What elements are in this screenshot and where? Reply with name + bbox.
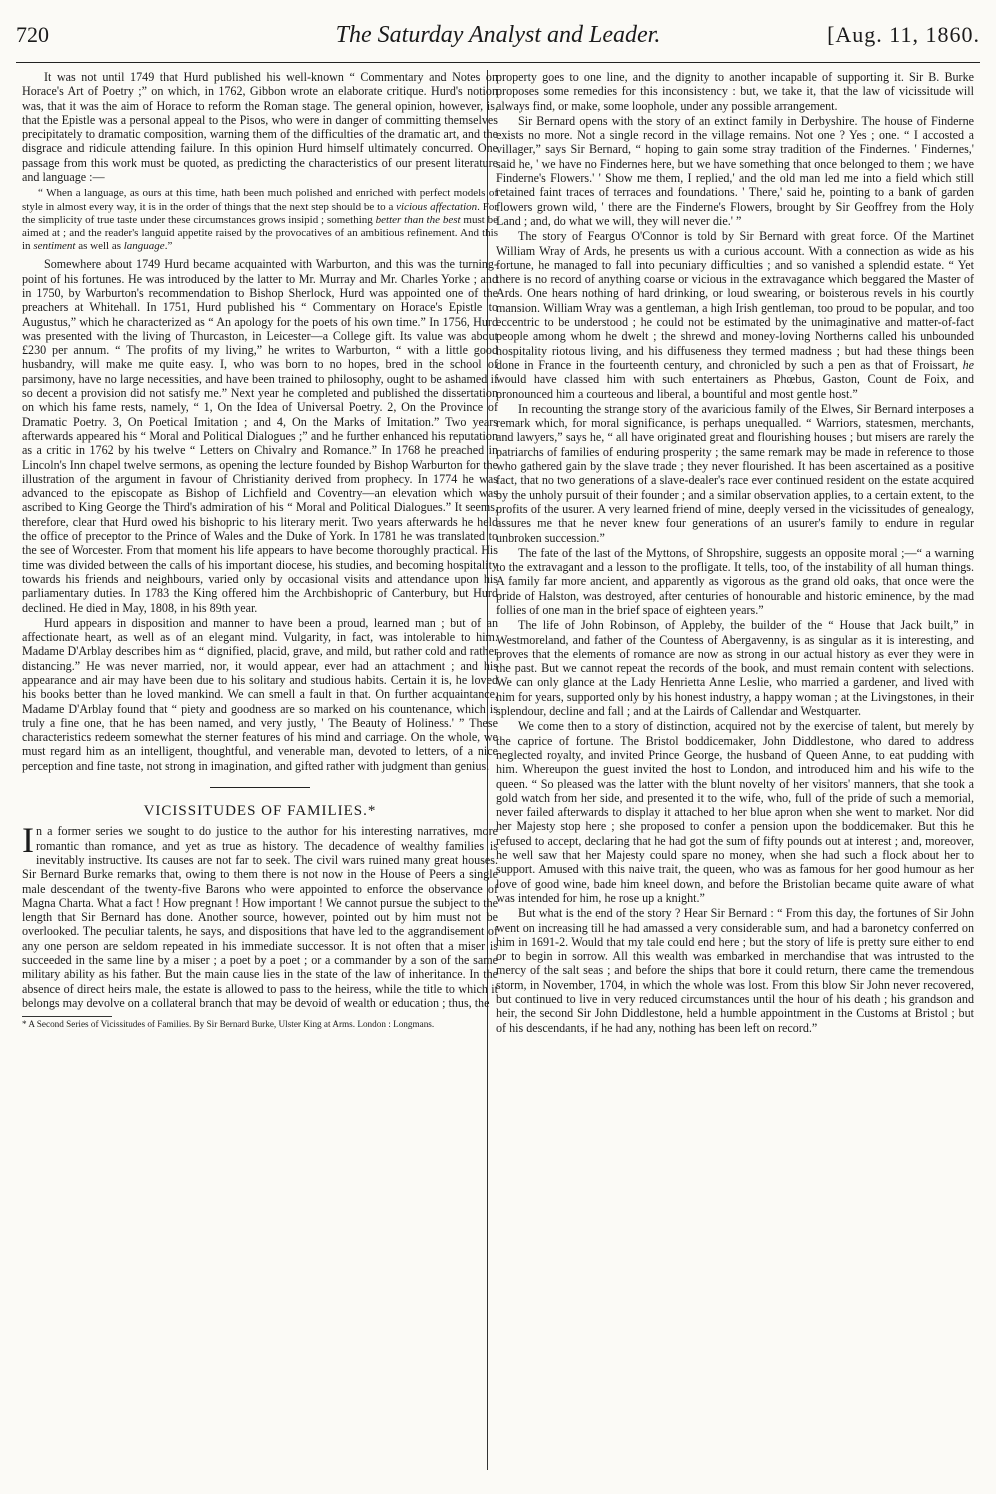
article-paragraph: The fate of the last of the Myttons, of Shropshire, suggests an opposite moral ;—“ a warning to the extravagant and a lesson to the profligate. It tells, too, of the instability of all human things. A family far more ancient, and apparently as vigorous as the grand old oaks, that once were the pride of Halston, was destroyed, after centuries of honourable and historic eminence, by the mad follies of one man in the brief space of eighteen years.” xyxy=(496,545,974,617)
article-paragraph: Hurd appears in disposition and manner to have been a proud, learned man ; but of an affectionate heart, as well as of an elegant mind. Vulgarity, in fact, was intolerable to him. Madame D'Arblay describes him as “ dignified, placid, grave, and mild, but rather cold and rather distancing.” He was never married, nor, it would appear, ever had an attachment ; and his appearance and air may have been due to his solitary and studious habits. Certain it is, he loved his books better than he loved mankind. We can smell a fault in that. On further acquaintance, Madame D'Arblay found that “ piety and goodness are so marked on his countenance, which is truly a fine one, that he has been named, and very justly, ' The Beauty of Holiness.' ” These characteristics redeem somewhat the sterner features of his mind and carriage. On the whole, we must regard him as an intelligent, thoughtful, and venerable man, devoted to letters, of a nice perception and fine taste, not strong in imagination, and gifted rather with judgment than genius. xyxy=(22,615,498,773)
article-paragraph: Sir Bernard opens with the story of an extinct family in Derbyshire. The house of Finderne exists no more. Not a single record in the village remains. Not one ? Yes ; one. “ I accosted a villager,” says Sir Bernard, “ hoping to gain some stray tradition of the Findernes. ' Findernes,' said he, ' we have no Findernes here, but we have something that once belonged to them ; we have Finderne's Flowers.' ' Show me them, I replied,' and the old man led me into a field which still retained faint traces of terraces and foundations. ' There,' said he, pointing to a bank of garden flowers grown wild, ' there are the Finderne's Flowers, brought by Sir Geoffrey from the Holy Land ; and, do what we will, they will never die.' ” xyxy=(496,113,974,228)
article-paragraph: It was not until 1749 that Hurd published his well-known “ Commentary and Notes on Horace's Art of Poetry ;” on which, in 1762, Gibbon wrote an elaborate critique. Hurd's notion was, that it was the aim of Horace to reform the Roman stage. The general opinion, however, is, that the Epistle was a personal appeal to the Pisos, who were in danger of committing themselves precipitately to dramatic composition, warning them of the difficulties of the dramatic art, and the disgrace and ridicule attending failure. In this opinion Hurd himself ultimately concurred. One passage from this work must be quoted, as predicting the characteristics of our present literature and language :— xyxy=(22,70,498,185)
block-quote: “ When a language, as ours at this time, hath been much polished and enriched with perfect models of style in almost every way, it is in the order of things that the next step should be to a vicious affectation. For the simplicity of true taste under these circumstances grows insipid ; something better than the best must be aimed at ; and the reader's languid appetite raised by the provocatives of an ambitious refinement. And this in sentiment as well as language.” xyxy=(22,187,499,253)
article-paragraph: We come then to a story of distinction, acquired not by the exercise of talent, but merely by the caprice of fortune. The Bristol boddicemaker, John Diddlestone, who dared to address neglected royalty, and invited Prince George, the husband of Queen Anne, to eat pudding with him. Whereupon the guest invited the host to London, and introduced him and his wife to the queen. “ So pleased was the latter with the blunt novelty of her visitors' manners, that she took a gold watch from her side, and presented it to the wife, who, full of the pride of such a memorial, never failed afterwards to display it attached to her blue apron when she went to market. Nor did her Majesty stop here ; she proposed to confer a pension upon the boddicemaker. But this he refused to accept, declaring that he had got the sum of fifty pounds out at interest ; and, moreover, he well saw that her Majesty could spare no money, when she had such a flock about her to support. Amused with this naive trait, the queen, who was as famous for her good humour as her love of good wine, bade him kneel down, and before the Bristolian became quite aware of what was intended for him, he rose up a knight.” xyxy=(496,719,974,905)
section-separator xyxy=(210,787,310,788)
article-paragraph: But what is the end of the story ? Hear Sir Bernard : “ From this day, the fortunes of Sir John went on increasing till he had amassed a very considerable sum, and had a baronetcy conferred on him in 1691-2. Would that my tale could end here ; but the story of life is pretty sure either to end or to begin in sorrow. All this wealth was embarked in merchandise that was intrusted to the mercy of the salt seas ; and before the ships that bore it could return, there came the tremendous storm, in November, 1704, in which the whole was lost. From this blow Sir John never recovered, but continued to live in very reduced circumstances until the hour of his death ; his grandson and heir, the second Sir John Diddlestone, held a humble appointment in the Customs at Bristol ; but of his descendants, if he had any, nothing has been left on record.” xyxy=(496,906,974,1035)
article-paragraph: Somewhere about 1749 Hurd became acquainted with Warburton, and this was the turning-point of his fortunes. He was introduced by the latter to Mr. Murray and Mr. Charles Yorke ; and in 1750, by Warburton's recommendation to Bishop Sherlock, Hurd was appointed one of the preachers at Whitehall. In 1751, Hurd published his “ Commentary on Horace's Epistle to Augustus,” which he characterized as “ An apology for the poets of his own time.” In 1756, Hurd was presented with the living of Thurcaston, in Leicester—a College gift. Its value was about £230 per annum. “ The profits of my living,” he writes to Warburton, “ with a little good husbandry, will make me quite easy. I, who was born to no hopes, bred in the school of parsimony, have no large necessities, and have been trained to philosophy, ought to be ashamed if so decent a provision did not satisfy me.” Next year he completed and published the dissertation on which his fame rests, namely, “ 1, On the Idea of Universal Poetry. 2, On the Province of Dramatic Poetry. 3, On Poetical Imitation ; and 4, On the Marks of Imitation.” Two years afterwards appeared his “ Moral and Political Dialogues ;” and he further enhanced his reputation as a critic in 1762 by his twelve “ Letters on Chivalry and Romance.” In 1768 he preached in Lincoln's Inn chapel twelve sermons, as opening the lecture founded by Bishop Warburton for the illustration of the argument in favour of Christianity derived from prophecy. In 1774 he was advanced to the episcopate as Bishop of Lichfield and Coventry—an elevation which was ascribed to King George the Third's admiration of his “ Moral and Political Dialogues.” It seems, therefore, clear that Hurd owed his bishopric to his literary merit. Two years afterwards he held the office of preceptor to the Prince of Wales and the Duke of York. In 1781 he was translated to the see of Worcester. From that moment his life appears to have become thoroughly practical. His time was divided between the calls of his important diocese, his studies, and becoming hospitality towards his friends and neighbours, varied only by occasional visits and attendance upon his parliamentary duties. In 1783 the King offered him the Archbishopric of Canterbury, but Hurd declined. He died in May, 1808, in his 89th year. xyxy=(22,257,498,615)
issue-date: [Aug. 11, 1860. xyxy=(827,22,980,47)
article-paragraph: In recounting the strange story of the avaricious family of the Elwes, Sir Bernard interposes a remark which, for moral significance, is perhaps unequalled. “ Warriors, statesmen, merchants, and lawyers,” says he, “ all have originated great and flourishing houses ; but misers are rarely the patriarchs of families of enduring prosperity ; the same remark may be made in reference to those who gathered gain by the slave trade ; they never flourished. It has been ascertained as a positive fact, that no two generations of a slave-dealer's race ever continued resident on the estate acquired by the unholy pursuit of their founder ; and a similar observation applies, to a certain extent, to the profits of the usurer. A very learned friend of mine, deeply versed in the vicissitudes of genealogy, assures me that he never knew four generations of an usurer's family to endure in regular unbroken succession.” xyxy=(496,401,974,545)
section-title: VICISSITUDES OF FAMILIES.* xyxy=(143,803,377,820)
left-column xyxy=(22,70,498,1031)
article-paragraph: property goes to one line, and the dignity to another incapable of supporting it. Sir B. Burke proposes some remedies for this inconsistency : but, we take it, that the law of vicissitude will always find, or make, some loophole, under any possible arrangement. xyxy=(496,70,974,113)
footnote-rule xyxy=(22,1016,112,1017)
header-rule xyxy=(16,62,980,63)
article-paragraph: The life of John Robinson, of Appleby, the builder of the “ House that Jack built,” in Westmoreland, and father of the Countess of Abergavenny, is as singular as it is interesting, and proves that the elements of romance are now as strong in our actual history as ever they were in the past. But we cannot repeat the records of the book, and must remain content with selections. We can only glance at the Lady Henrietta Anne Leslie, who married a gardener, and lived with him for years, supported only by his honest industry, a happy woman ; at the Livingstones, in their splendour, decline and fall ; and at the Lairds of Callendar and Westquarter. xyxy=(496,618,974,719)
article-paragraph: The story of Feargus O'Connor is told by Sir Bernard with great force. Of the Martinet William Wray of Ards, he presents us with a curious account. With a connection as wide as his fortune, he managed to fall into pecuniary difficulties ; and so vanished a splendid estate. “ Yet there is no record of anything coarse or vicious in the extravagance which beggared the Master of Ards. One hears nothing of hard drinking, or loud swearing, or boisterous revels in his courtly mansion. William Wray was a gentleman, a high Irish gentleman, too proud to be popular, and too eccentric to be understood ; he could not be estimated by the unimaginative and matter-of-fact people among whom he dwelt ; the shrewd and money-loving Northerns called his unbounded hospitality riotous living, and his diffuseness they termed madness ; but had these things been done in France in the fourteenth century, and chronicled by such a pen as that of Froissart, he would have classed him with such entertainers as Phœbus, Gaston, Count de Foix, and pronounced him a courteous and liberal, a bountiful and most gentle host.” xyxy=(496,229,974,401)
page-number: 720 xyxy=(16,22,49,47)
footnote: * A Second Series of Vicissitudes of Families. By Sir Bernard Burke, Ulster King at Arms. London : Longmans. xyxy=(22,1019,435,1030)
journal-title: The Saturday Analyst and Leader. xyxy=(335,22,661,48)
article-lead-paragraph: In a former series we sought to do justice to the author for his interesting narratives, more romantic than romance, and yet as true as history. The decadence of wealthy families is inevitably instructive. Its causes are not far to seek. The civil wars ruined many great houses. Sir Bernard Burke remarks that, owing to them there is not now in the House of Peers a single male descendant of the twenty-five Barons who were appointed to enforce the observance of Magna Charta. What a fact ! How pregnant ! How important ! We cannot pursue the subject to the length that Sir Bernard has done. Another source, however, pointed out by him must not be overlooked. The peculiar talents, he says, and dispositions that have led to the aggrandisement of any one person are seldom repeated in his immediate successor. It is not often that a miser is succeeded in the same line by a miser ; a poet by a poet ; or a commander by a son of the same military ability as his father. But the main cause lies in the state of the law of inheritance. In the absence of direct heirs male, the estate is allowed to pass to the heiress, while the title to which it belongs may devolve on a collateral branch that may be devoid of wealth or education ; thus, the xyxy=(22,820,498,1010)
right-column xyxy=(496,70,974,1036)
page-header xyxy=(16,22,980,52)
